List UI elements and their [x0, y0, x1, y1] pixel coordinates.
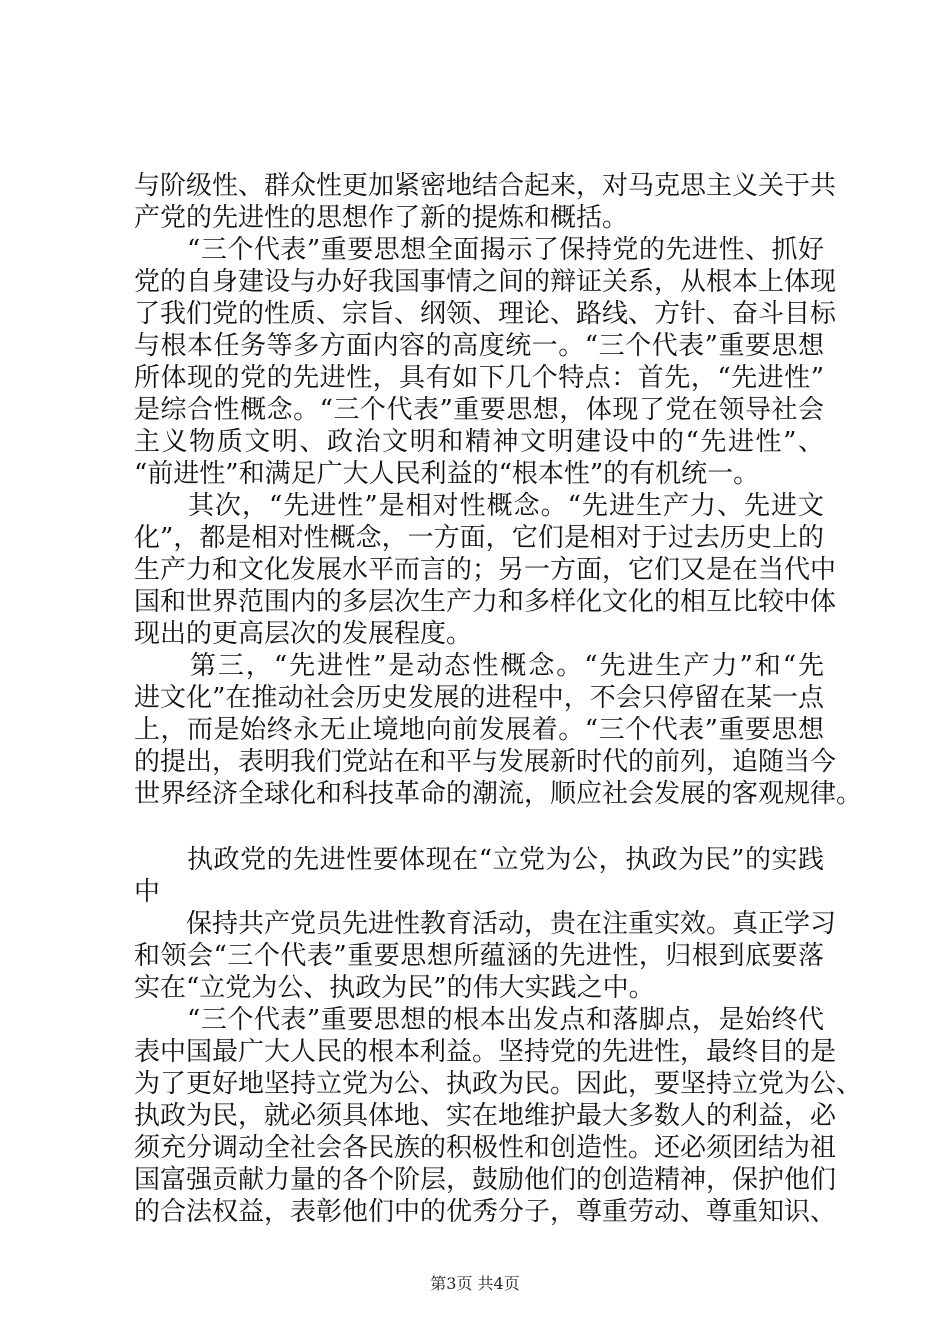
text-line: 主义物质文明、政治文明和精神文明建设中的“先进性”、 — [134, 427, 824, 457]
text-line: 国富强贡献力量的各个阶层，鼓励他们的创造精神，保护他们 — [134, 1165, 837, 1195]
text-line: 进文化”在推动社会历史发展的进程中，不会只停留在某一点 — [134, 683, 824, 713]
text-line: 生产力和文化发展水平而言的；另一方面，它们又是在当代中 — [134, 555, 837, 585]
text-line: 现出的更高层次的发展程度。 — [134, 619, 473, 649]
text-line: 表中国最广大人民的根本利益。坚持党的先进性，最终目的是 — [134, 1037, 837, 1067]
text-line: 的提出，表明我们党站在和平与发展新时代的前列，追随当今 — [134, 747, 837, 777]
text-line: 实在“立党为公、执政为民”的伟大实践之中。 — [134, 973, 655, 1003]
text-line: 是综合性概念。“三个代表”重要思想，体现了党在领导社会 — [134, 395, 824, 425]
text-line: 与阶级性、群众性更加紧密地结合起来，对马克思主义关于共 — [134, 171, 837, 201]
text-line: 与根本任务等多方面内容的高度统一。“三个代表”重要思想 — [134, 331, 824, 361]
page-footer: 第3页 共4页 — [430, 1274, 520, 1293]
text-line: 世界经济全球化和科技革命的潮流，顺应社会发展的客观规律。 — [134, 779, 863, 809]
text-line: 第三，“先进性”是动态性概念。“先进生产力”和“先 — [134, 651, 824, 681]
text-line: 其次，“先进性”是相对性概念。“先进生产力、先进文 — [134, 491, 824, 521]
text-line: “三个代表”重要思想全面揭示了保持党的先进性、抓好 — [134, 235, 824, 265]
text-line: 上，而是始终永无止境地向前发展着。“三个代表”重要思想 — [134, 715, 824, 745]
text-line: 保持共产党员先进性教育活动，贵在注重实效。真正学习 — [134, 909, 837, 939]
text-line: 为了更好地坚持立党为公、执政为民。因此，要坚持立党为公、 — [134, 1069, 863, 1099]
text-line: 须充分调动全社会各民族的积极性和创造性。还必须团结为祖 — [134, 1133, 837, 1163]
text-line: 所体现的党的先进性，具有如下几个特点：首先，“先进性” — [134, 363, 824, 393]
text-line: 执政为民，就必须具体地、实在地维护最大多数人的利益，必 — [134, 1101, 837, 1131]
text-line: 党的自身建设与办好我国事情之间的辩证关系，从根本上体现 — [134, 267, 837, 297]
paragraph-gap — [134, 810, 824, 844]
text-line: 化”，都是相对性概念，一方面，它们是相对于过去历史上的 — [134, 523, 824, 553]
text-line: 了我们党的性质、宗旨、纲领、理论、路线、方针、奋斗目标 — [134, 299, 837, 329]
text-line: 执政党的先进性要体现在“立党为公，执政为民”的实践 — [134, 845, 824, 875]
text-line: 国和世界范围内的多层次生产力和多样化文化的相互比较中体 — [134, 587, 837, 617]
text-line: 中 — [134, 877, 161, 907]
text-line: 和领会“三个代表”重要思想所蕴涵的先进性，归根到底要落 — [134, 941, 824, 971]
text-line: 产党的先进性的思想作了新的提炼和概括。 — [134, 203, 629, 233]
text-line: “前进性”和满足广大人民利益的“根本性”的有机统一。 — [134, 459, 760, 489]
document-body — [134, 170, 863, 1228]
text-line: 的合法权益，表彰他们中的优秀分子，尊重劳动、尊重知识、 — [134, 1197, 837, 1227]
text-line: “三个代表”重要思想的根本出发点和落脚点，是始终代 — [134, 1005, 824, 1035]
